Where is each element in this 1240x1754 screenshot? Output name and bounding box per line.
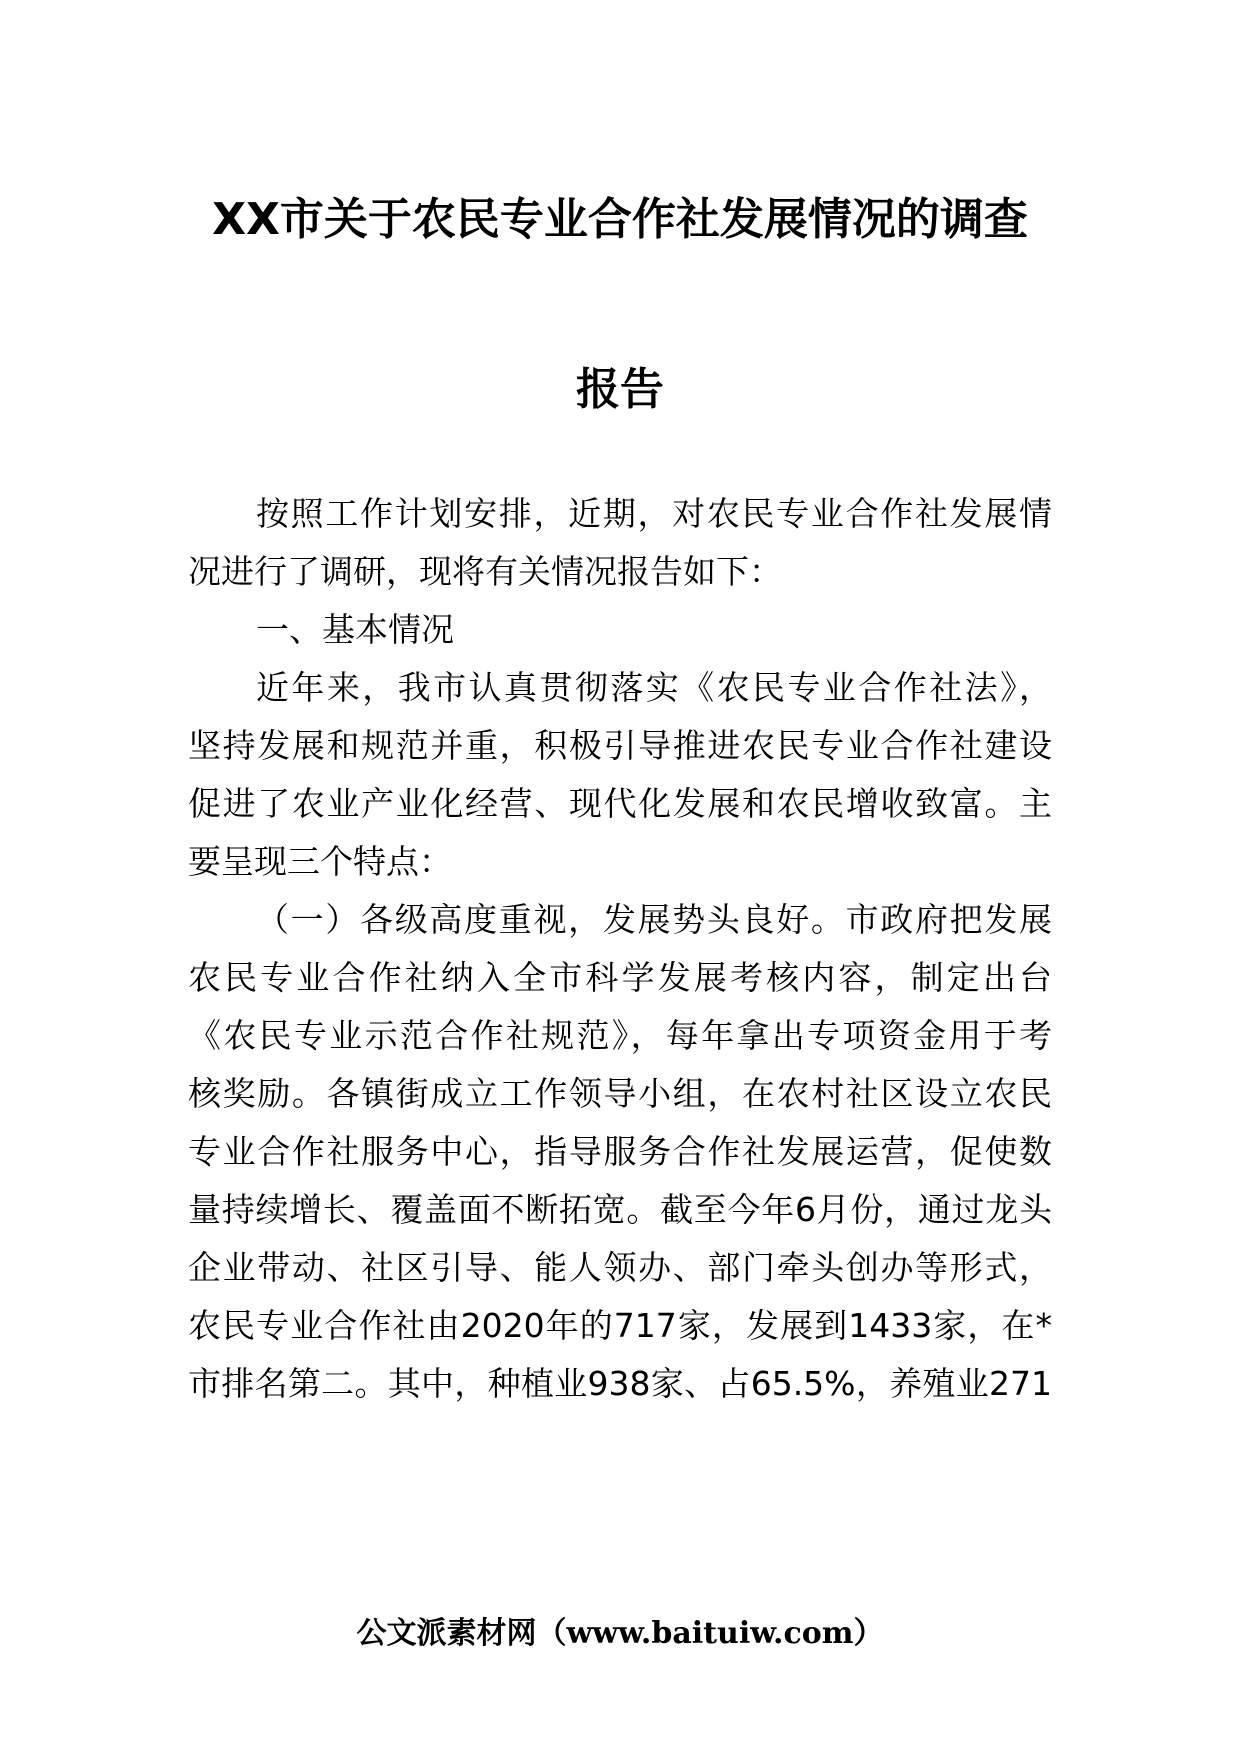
body-line: 《农民专业示范合作社规范》，每年拿出专项资金用于考	[188, 1016, 1052, 1055]
body-line: 市排名第二。其中，种植业938家、占65.5%，养殖业271	[188, 1364, 1052, 1403]
body-line: 核奖励。各镇街成立工作领导小组，在农村社区设立农民	[188, 1074, 1052, 1113]
body-line: 量持续增长、覆盖面不断拓宽。截至今年6月份，通过龙头	[188, 1190, 1052, 1229]
subsection-heading: （一）各级高度重视，发展势头良好。市政府把发展	[256, 900, 1052, 939]
body-line: 促进了农业产业化经营、现代化发展和农民增收致富。主	[188, 784, 1052, 823]
body-line: 近年来，我市认真贯彻落实《农民专业合作社法》，	[256, 668, 1052, 707]
body-line: 坚持发展和规范并重，积极引导推进农民专业合作社建设	[188, 726, 1052, 765]
document-title-line-1: XX市关于农民专业合作社发展情况的调查	[212, 194, 1028, 245]
body-line: 况进行了调研，现将有关情况报告如下：	[188, 552, 782, 591]
document-title-line-2: 报告	[576, 364, 664, 415]
body-line: 专业合作社服务中心，指导服务合作社发展运营，促使数	[188, 1132, 1052, 1171]
footer-watermark: 公文派素材网（www.baituiw.com）	[356, 1616, 884, 1651]
body-line: 要呈现三个特点：	[188, 842, 452, 881]
body-line: 农民专业合作社纳入全市科学发展考核内容，制定出台	[188, 958, 1052, 997]
body-line: 企业带动、社区引导、能人领办、部门牵头创办等形式，	[188, 1248, 1052, 1287]
body-line: 农民专业合作社由2020年的717家，发展到1433家，在*	[188, 1306, 1052, 1345]
body-line: 按照工作计划安排，近期，对农民专业合作社发展情	[256, 494, 1052, 533]
section-heading: 一、基本情况	[256, 610, 454, 649]
